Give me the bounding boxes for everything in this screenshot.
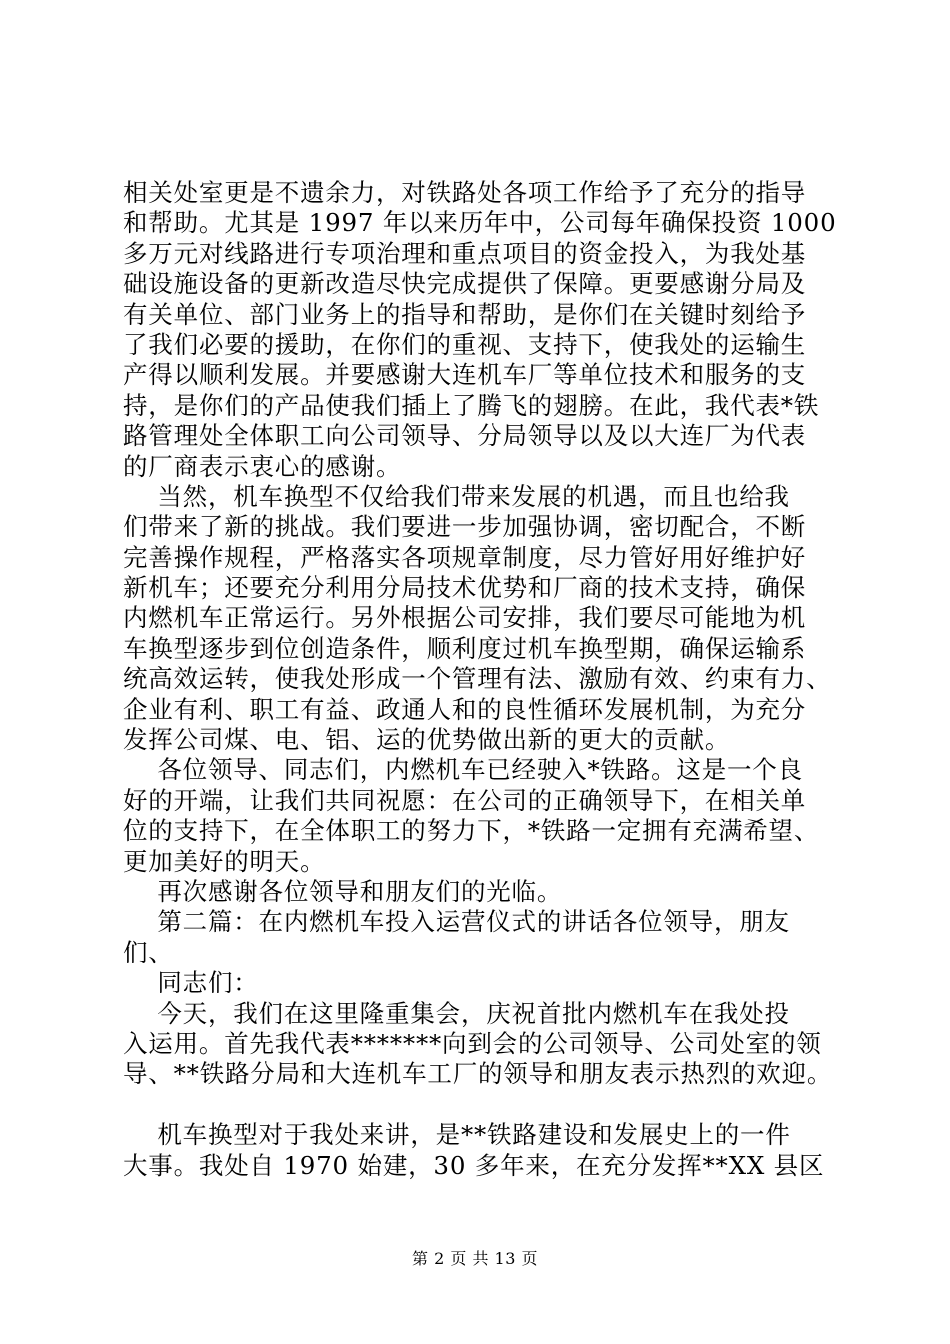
text-line: 新机车；还要充分利用分局技术优势和厂商的技术支持，确保 xyxy=(123,573,807,603)
text-line: 完善操作规程，严格落实各项规章制度，尽力管好用好维护好 xyxy=(123,542,807,572)
text-line: 的厂商表示衷心的感谢。 xyxy=(123,451,402,481)
text-line: 产得以顺利发展。并要感谢大连机车厂等单位技术和服务的支 xyxy=(123,360,807,390)
text-line: 了我们必要的援助，在你们的重视、支持下，使我处的运输生 xyxy=(123,329,807,359)
text-line: 机车换型对于我处来讲，是**铁路建设和发展史上的一件 xyxy=(123,1120,791,1150)
page-footer: 第 2 页 共 13 页 xyxy=(412,1249,538,1268)
text-line: 车换型逐步到位创造条件，顺利度过机车换型期，确保运输系 xyxy=(123,633,807,663)
text-line: 相关处室更是不遗余力，对铁路处各项工作给予了充分的指导 xyxy=(123,178,807,207)
text-line: 础设施设备的更新改造尽快完成提供了保障。更要感谢分局及 xyxy=(123,269,807,299)
text-line: 大事。我处自 1970 始建，30 多年来，在充分发挥**XX 县区 xyxy=(123,1150,825,1180)
text-line: 发挥公司煤、电、铝、运的优势做出新的更大的贡献。 xyxy=(123,725,731,755)
text-line: 入运用。首先我代表*******向到会的公司领导、公司处室的领 xyxy=(123,1028,822,1058)
text-line: 企业有利、职工有益、政通人和的良性循环发展机制，为充分 xyxy=(123,694,807,724)
text-line: 更加美好的明天。 xyxy=(123,846,326,876)
text-line: 导、**铁路分局和大连机车工厂的领导和朋友表示热烈的欢迎。 xyxy=(123,1059,833,1089)
text-line: 今天，我们在这里隆重集会，庆祝首批内燃机车在我处投 xyxy=(123,998,790,1028)
body-text xyxy=(123,178,843,1181)
text-line: 多万元对线路进行专项治理和重点项目的资金投入，为我处基 xyxy=(123,238,807,268)
text-line: 当然，机车换型不仅给我们带来发展的机遇，而且也给我 xyxy=(123,481,790,511)
text-line: 和帮助。尤其是 1997 年以来历年中，公司每年确保投资 1000 xyxy=(123,208,837,238)
text-line: 内燃机车正常运行。另外根据公司安排，我们要尽可能地为机 xyxy=(123,603,807,633)
blank-line xyxy=(123,1090,843,1120)
text-line: 有关单位、部门业务上的指导和帮助，是你们在关键时刻给予 xyxy=(123,299,807,329)
text-line: 持，是你们的产品使我们插上了腾飞的翅膀。在此，我代表*铁 xyxy=(123,390,820,420)
text-line: 路管理处全体职工向公司领导、分局领导以及以大连厂为代表 xyxy=(123,421,807,451)
text-line: 各位领导、同志们，内燃机车已经驶入*铁路。这是一个良 xyxy=(123,755,803,785)
text-line: 同志们： xyxy=(123,968,259,998)
text-line: 再次感谢各位领导和朋友们的光临。 xyxy=(123,876,563,906)
text-line: 好的开端，让我们共同祝愿：在公司的正确领导下，在相关单 xyxy=(123,785,807,815)
text-line: 第二篇：在内燃机车投入运营仪式的讲话各位领导，朋友 xyxy=(123,907,790,937)
text-line: 们带来了新的挑战。我们要进一步加强协调，密切配合，不断 xyxy=(123,512,807,542)
text-line: 位的支持下，在全体职工的努力下，*铁路一定拥有充满希望、 xyxy=(123,816,820,846)
text-line: 统高效运转，使我处形成一个管理有法、激励有效、约束有力、 xyxy=(123,664,832,694)
text-line: 们、 xyxy=(123,937,174,967)
